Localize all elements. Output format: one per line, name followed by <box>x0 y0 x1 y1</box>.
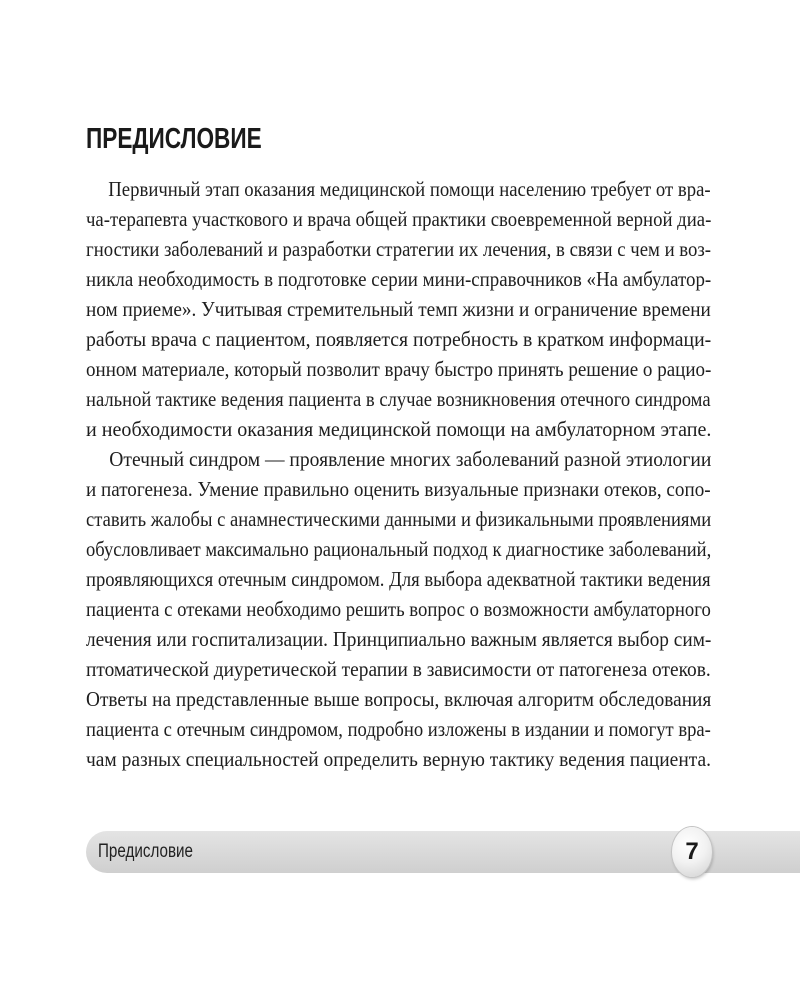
footer-section-label: Предисловие <box>98 841 193 862</box>
text-line: и необходимости оказания медицинской помощи на амбулаторном этапе. <box>86 417 712 441</box>
text-line: ном приеме». Учитывая стремительный темп жизни и ограничение времени <box>86 297 711 321</box>
body-text <box>86 174 711 774</box>
text-line: пациента с отеками необходимо решить вопрос о возможности амбулаторного <box>86 597 711 621</box>
text-line: лечения или госпитализации. Принципиально важным является выбор сим- <box>86 627 712 651</box>
page-number-badge <box>672 827 712 877</box>
text-line: и патогенеза. Умение правильно оценить визуальные признаки отеков, сопо- <box>86 477 711 501</box>
text-line: ставить жалобы с анамнестическими данными и физикальными проявлениями <box>86 507 712 531</box>
text-line: проявляющихся отечным синдромом. Для выбора адекватной тактики ведения <box>86 567 711 591</box>
text-line: гностики заболеваний и разработки стратегии их лечения, в связи с чем и воз- <box>86 237 712 261</box>
text-line: птоматической диуретической терапии в зависимости от патогенеза отеков. <box>86 657 711 681</box>
text-line: никла необходимость в подготовке серии мини-справочников «На амбулатор- <box>86 267 712 291</box>
text-line: ча-терапевта участкового и врача общей практики своевременной верной диа- <box>86 207 712 231</box>
page-title: ПРЕДИСЛОВИЕ <box>86 123 262 155</box>
text-line: нальной тактике ведения пациента в случае возникновения отечного синдрома <box>86 387 711 411</box>
text-line: пациента с отечным синдромом, подробно изложены в издании и помогут вра- <box>86 717 711 741</box>
text-line: обусловливает максимально рациональный подход к диагностике заболеваний, <box>86 537 712 561</box>
text-line: Первичный этап оказания медицинской помощи населению требует от вра- <box>108 177 711 201</box>
page-number: 7 <box>685 838 699 865</box>
text-line: работы врача с пациентом, появляется потребность в кратком информаци- <box>86 327 712 351</box>
text-line: онном материале, который позволит врачу быстро принять решение о рацио- <box>86 357 712 381</box>
text-line: Ответы на представленные выше вопросы, включая алгоритм обследования <box>86 687 712 711</box>
text-line: чам разных специальностей определить верную тактику ведения пациента. <box>86 747 712 771</box>
text-line: Отечный синдром — проявление многих заболеваний разной этиологии <box>109 447 712 471</box>
